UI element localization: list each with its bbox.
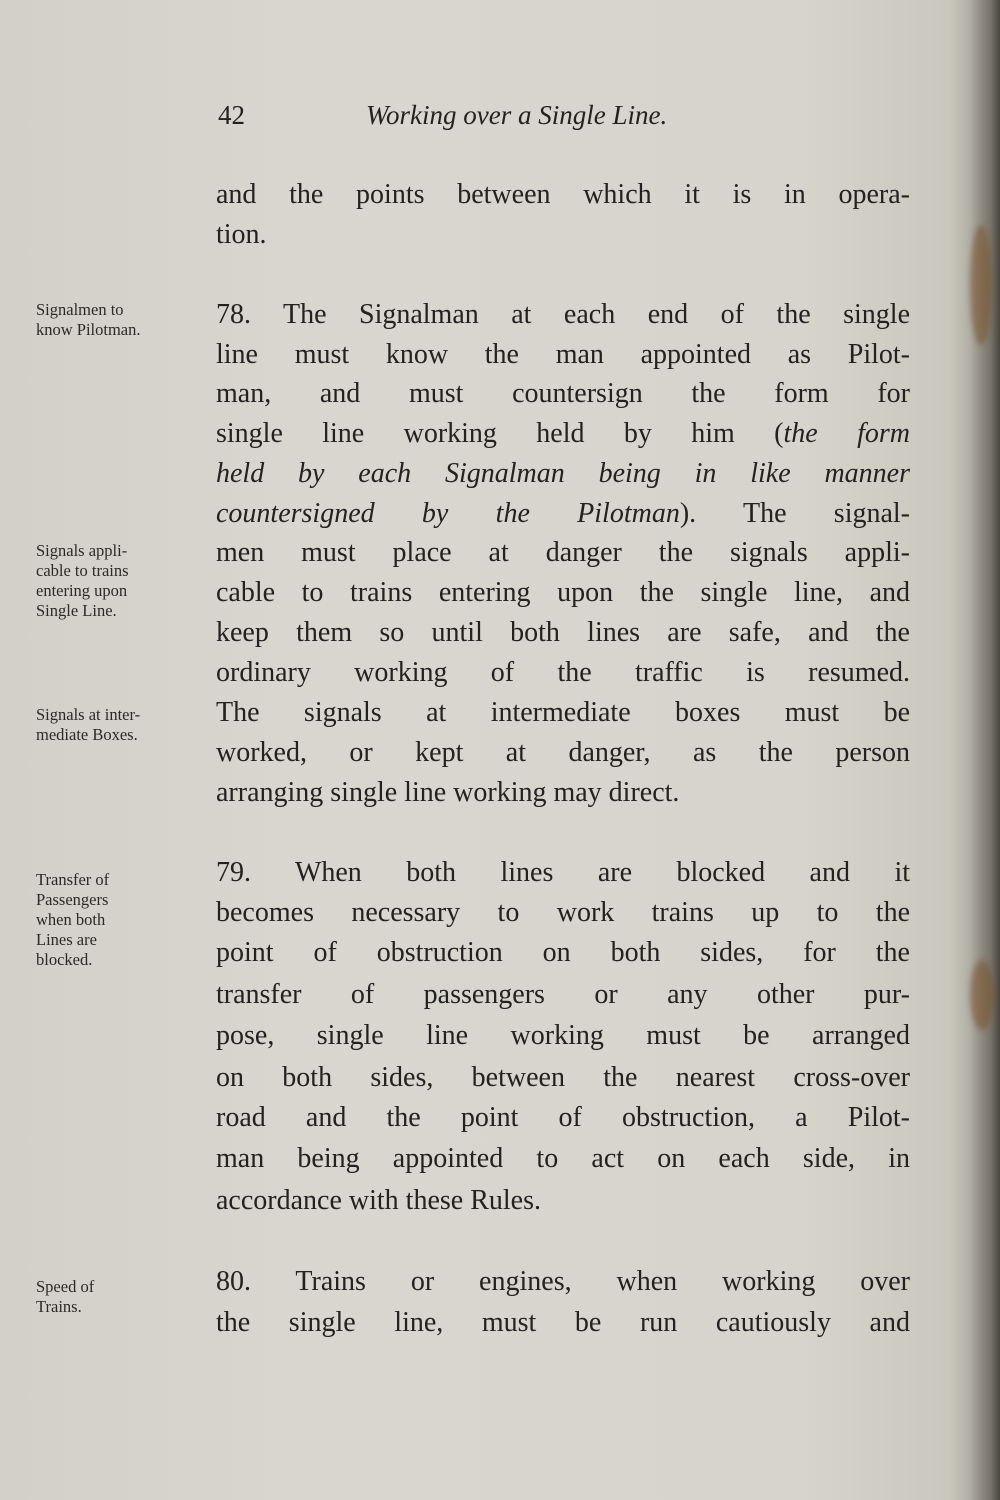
- body-line: road and the point of obstruction, a Pilot-: [216, 1102, 910, 1133]
- body-line: becomes necessary to work trains up to the: [216, 897, 910, 928]
- sidenote-line: mediate Boxes.: [36, 725, 138, 744]
- sidenote-line: Trains.: [36, 1297, 82, 1316]
- body-line: line must know the man appointed as Pilot-: [216, 339, 910, 370]
- body-line: transfer of passengers or any other pur-: [216, 979, 910, 1010]
- stain-mark: [970, 225, 992, 345]
- sidenote-line: Single Line.: [36, 601, 117, 620]
- body-line: point of obstruction on both sides, for the: [216, 937, 910, 968]
- sidenote-line: Signals appli-: [36, 541, 128, 560]
- stain-mark: [970, 960, 994, 1030]
- sidenote-signalmen: [36, 300, 208, 340]
- page-number: 42: [218, 100, 245, 130]
- sidenote-line: when both: [36, 910, 106, 929]
- italic-line: held by each Signalman being in like manner: [216, 458, 910, 489]
- body-line: ordinary working of the traffic is resumed.: [216, 657, 910, 688]
- sidenote-line: Transfer of: [36, 870, 110, 889]
- body-text: ). The signal-: [679, 498, 911, 529]
- sidenote-line: Lines are: [36, 930, 97, 949]
- sidenote-signals-applicable: [36, 541, 208, 621]
- body-line: men must place at danger the signals appli-: [216, 537, 910, 568]
- sidenote-line: Signals at inter-: [36, 705, 141, 724]
- running-title: Working over a Single Line.: [366, 100, 668, 130]
- body-line: arranging single line working may direct.: [216, 777, 680, 808]
- body-line: cable to trains entering upon the single line, and: [216, 577, 910, 608]
- running-header: [218, 100, 918, 140]
- body-line: worked, or kept at danger, as the person: [216, 737, 910, 768]
- body-line: and the points between which it is in opera-: [216, 179, 910, 210]
- body-line: keep them so until both lines are safe, and the: [216, 617, 910, 648]
- body-text: single line working held by him (: [216, 418, 784, 449]
- italic-text: countersigned by the Pilotman: [216, 498, 680, 529]
- body-line: accordance with these Rules.: [216, 1185, 541, 1216]
- rule-79-line: 79. When both lines are blocked and it: [216, 857, 910, 888]
- sidenote-line: know Pilotman.: [36, 320, 141, 339]
- body-line: tion.: [216, 219, 267, 250]
- italic-text: the form: [783, 418, 910, 449]
- sidenote-speed-trains: [36, 1277, 208, 1317]
- sidenote-line: entering upon: [36, 581, 128, 600]
- sidenote-intermediate-boxes: [36, 705, 208, 745]
- body-line: man, and must countersign the form for: [216, 378, 910, 409]
- sidenote-line: blocked.: [36, 950, 93, 969]
- body-line: man being appointed to act on each side, in: [216, 1143, 910, 1174]
- body-line: pose, single line working must be arranged: [216, 1020, 910, 1051]
- body-line: The signals at intermediate boxes must be: [216, 697, 910, 728]
- body-line: the single line, must be run cautiously and: [216, 1307, 910, 1338]
- sidenote-line: cable to trains: [36, 561, 129, 580]
- sidenote-transfer-passengers: [36, 870, 208, 970]
- rule-80-line: 80. Trains or engines, when working over: [216, 1266, 910, 1297]
- body-line: [216, 414, 910, 454]
- rule-78-line: 78. The Signalman at each end of the single: [216, 299, 910, 330]
- body-line: on both sides, between the nearest cross-over: [216, 1062, 910, 1093]
- page-edge-shadow: [970, 0, 1000, 1500]
- sidenote-line: Signalmen to: [36, 300, 124, 319]
- body-line: [216, 494, 910, 534]
- sidenote-line: Speed of: [36, 1277, 95, 1296]
- sidenote-line: Passengers: [36, 890, 109, 909]
